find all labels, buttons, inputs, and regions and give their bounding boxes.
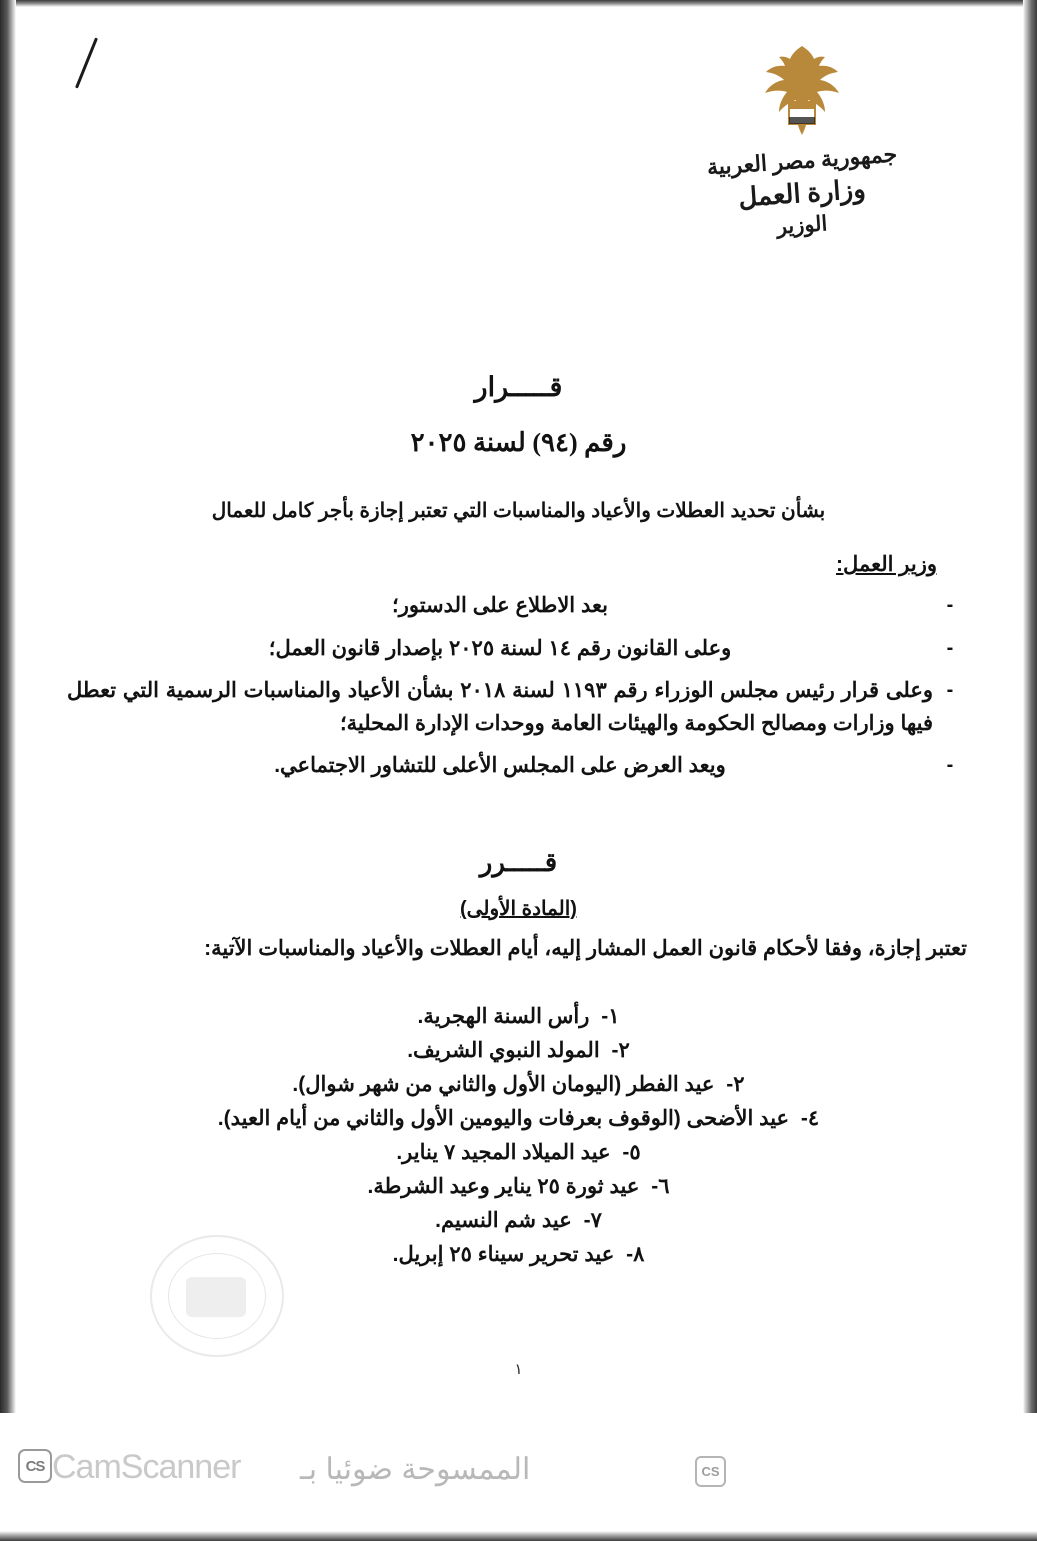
article-one-heading: (المادة الأولى) xyxy=(460,898,577,920)
seal-inner-mark xyxy=(186,1277,246,1317)
list-item-number: ٧- xyxy=(583,1209,602,1233)
camscanner-arabic-note: الممسوحة ضوئيا بـ xyxy=(300,1453,531,1486)
list-item xyxy=(0,1034,1037,1068)
preamble-text: وعلى قرار رئيس مجلس الوزراء رقم ١١٩٣ لسنة ٢٠١٨ بشأن الأعياد والمناسبات الرسمية التي تعطل فيها وزارات ومصالح الحكومة والهيئات العامة ووحدات الإدارة المحلية؛ xyxy=(67,679,933,735)
list-item-number: ٢- xyxy=(611,1039,630,1063)
bullet-dash: - xyxy=(946,594,954,616)
list-item xyxy=(0,1204,1037,1238)
bullet-dash: - xyxy=(946,636,954,659)
list-item-number: ٢- xyxy=(726,1073,745,1097)
list-item-number: ٨- xyxy=(626,1243,645,1267)
article-one-body: تعتبر إجازة، وفقا لأحكام قانون العمل المشار إليه، أيام العطلات والأعياد والمناسبات الآتية: xyxy=(204,937,967,960)
bullet-dash: - xyxy=(946,754,954,777)
list-item xyxy=(0,1238,1037,1272)
decree-heading: قـــــرار xyxy=(474,372,563,402)
scan-edge-top xyxy=(0,0,1037,7)
list-item xyxy=(67,750,967,783)
resolve-heading: قـــــرر xyxy=(479,848,558,877)
list-item xyxy=(0,1102,1037,1136)
list-item xyxy=(0,1000,1037,1034)
list-item-label: عيد الأضحى (الوقوف بعرفات واليومين الأول والثاني من أيام العيد). xyxy=(217,1107,790,1131)
letterhead-minister: الوزير xyxy=(775,211,829,239)
scan-edge-bottom xyxy=(0,1531,1037,1541)
minister-title: وزير العمل: xyxy=(836,553,937,576)
scanner-footer xyxy=(0,1413,1037,1531)
bullet-dash: - xyxy=(946,679,954,702)
camscanner-logo-icon: CS xyxy=(18,1449,52,1483)
list-item-label: عيد تحرير سيناء ٢٥ إبريل. xyxy=(392,1243,615,1267)
letterhead xyxy=(677,42,927,237)
official-seal-watermark xyxy=(150,1235,284,1357)
preamble-text: ويعد العرض على المجلس الأعلى للتشاور الاجتماعي. xyxy=(274,754,726,778)
list-item xyxy=(0,1068,1037,1102)
list-item-label: عيد ثورة ٢٥ يناير وعيد الشرطة. xyxy=(367,1175,640,1199)
holiday-list xyxy=(0,1000,1037,1272)
list-item-number: ٦- xyxy=(651,1175,670,1199)
list-item xyxy=(0,1170,1037,1204)
list-item-number: ١- xyxy=(601,1005,620,1028)
list-item-label: عيد الميلاد المجيد ٧ يناير. xyxy=(396,1141,611,1165)
list-item-label: عيد شم النسيم. xyxy=(435,1209,572,1233)
preamble-text: بعد الاطلاع على الدستور؛ xyxy=(392,594,608,617)
preamble-text: وعلى القانون رقم ١٤ لسنة ٢٠٢٥ بإصدار قانون العمل؛ xyxy=(268,636,732,660)
preamble-list xyxy=(67,590,967,793)
list-item-label: رأس السنة الهجرية. xyxy=(417,1005,590,1028)
scan-edge-right xyxy=(1023,0,1037,1541)
pen-mark xyxy=(75,37,98,88)
letterhead-ministry: وزارة العمل xyxy=(737,174,867,213)
decree-subject: بشأن تحديد العطلات والأعياد والمناسبات التي تعتبر إجازة بأجر كامل للعمال xyxy=(211,500,826,522)
list-item xyxy=(67,675,967,740)
list-item xyxy=(67,590,967,623)
scan-edge-left xyxy=(0,0,16,1541)
decree-number: رقم (٩٤) لسنة ٢٠٢٥ xyxy=(410,428,627,457)
list-item-label: عيد الفطر (اليومان الأول والثاني من شهر شوال). xyxy=(292,1073,715,1097)
eagle-of-saladin-emblem xyxy=(756,42,848,140)
page-number: ١ xyxy=(514,1362,523,1378)
list-item xyxy=(0,1136,1037,1170)
list-item xyxy=(67,633,967,666)
camscanner-wordmark: CamScanner xyxy=(52,1448,241,1486)
list-item-number: ٥- xyxy=(622,1141,641,1165)
letterhead-country: جمهورية مصر العربية xyxy=(706,141,898,180)
list-item-number: ٤- xyxy=(800,1107,820,1131)
list-item-label: المولد النبوي الشريف. xyxy=(407,1039,600,1063)
camscanner-badge-icon: CS xyxy=(695,1456,726,1487)
